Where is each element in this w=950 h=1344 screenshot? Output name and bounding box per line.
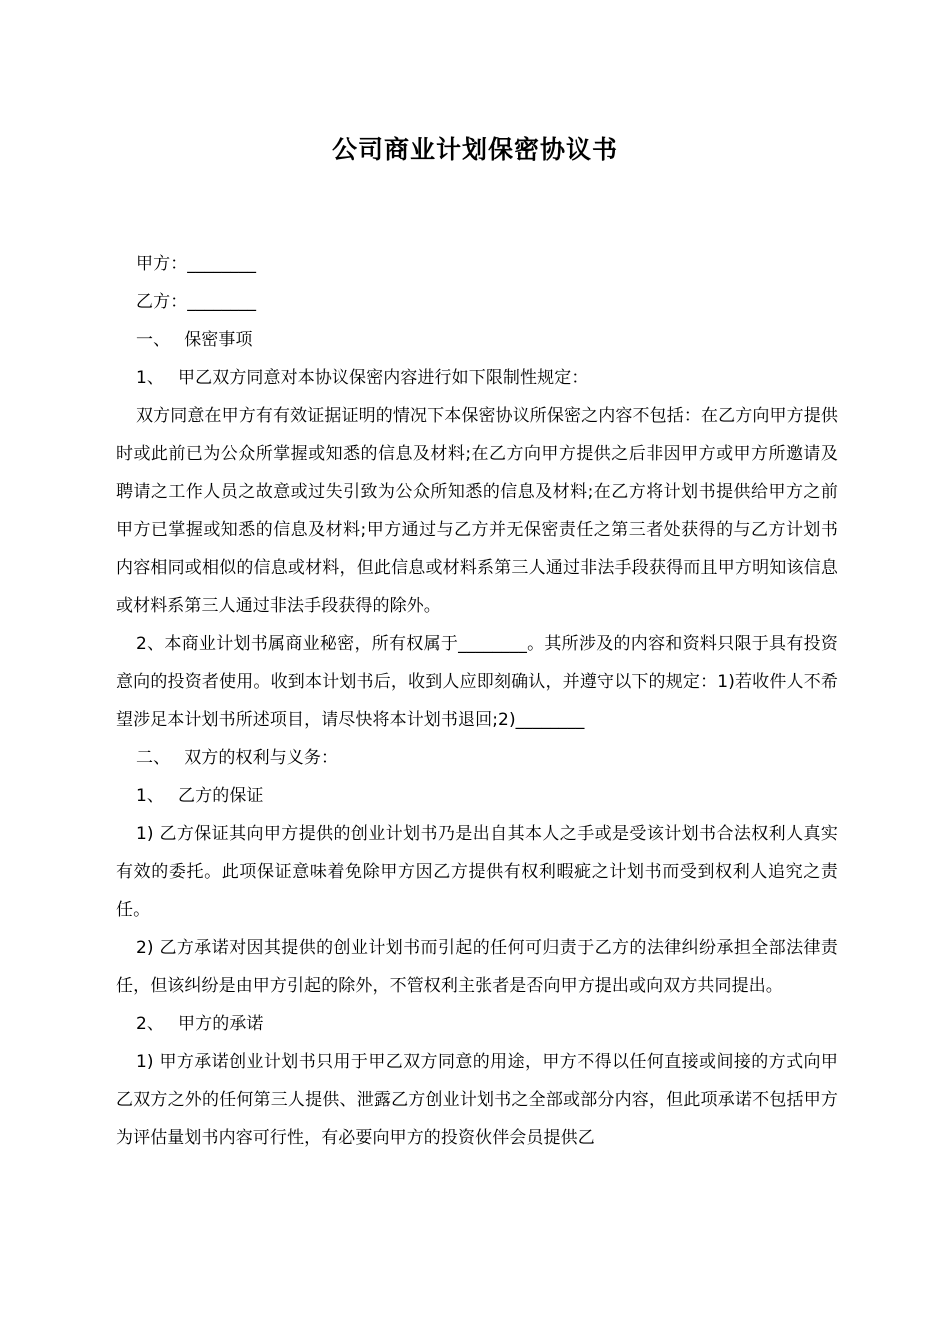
section-2-sub-2-number: 2、: [136, 1014, 165, 1034]
document-body: [116, 245, 838, 1157]
document-title: 公司商业计划保密协议书: [331, 135, 618, 164]
section-1-item-1-number: 1、: [136, 368, 165, 388]
section-1-number: 一、: [136, 330, 171, 350]
section-2-sub-2-title: 甲方的承诺: [178, 1014, 264, 1034]
section-1-heading: [116, 321, 838, 359]
section-2-number: 二、: [136, 748, 171, 768]
section-2-sub-1-number: 1、: [136, 786, 165, 806]
party-b-line: 乙方：________: [136, 292, 257, 312]
section-2-sub-1: [116, 777, 838, 815]
section-1-title: 保密事项: [184, 330, 253, 350]
section-2-sub-1-title: 乙方的保证: [178, 786, 264, 806]
section-2-heading: [116, 739, 838, 777]
party-a-line: 甲方：________: [136, 254, 257, 274]
ownership-paragraph: 2、本商业计划书属商业秘密，所有权属于________。其所涉及的内容和资料只限于具有投资意向的投资者使用。收到本计划书后，收到人应即刻确认，并遵守以下的规定：1)若收件人不希望涉足本计划书所述项目，请尽快将本计划书退回;2)________: [116, 634, 838, 730]
section-1-item-1-text: 甲乙双方同意对本协议保密内容进行如下限制性规定：: [178, 368, 589, 388]
party-b-guarantee-paragraph-1: 1) 乙方保证其向甲方提供的创业计划书乃是出自其本人之手或是受该计划书合法权利人真实有效的委托。此项保证意味着免除甲方因乙方提供有权利暇疵之计划书而受到权利人追究之责任。: [116, 824, 838, 920]
party-a-promise-paragraph-1: 1) 甲方承诺创业计划书只用于甲乙双方同意的用途，甲方不得以任何直接或间接的方式向甲乙双方之外的任何第三人提供、泄露乙方创业计划书之全部或部分内容，但此项承诺不包括甲方为评估量划书内容可行性，有必要向甲方的投资伙伴会员提供乙: [116, 1052, 838, 1148]
party-b-guarantee-paragraph-2: 2) 乙方承诺对因其提供的创业计划书而引起的任何可归责于乙方的法律纠纷承担全部法律责任，但该纠纷是由甲方引起的除外，不管权利主张者是否向甲方提出或向双方共同提出。: [116, 938, 838, 996]
section-2-sub-2: [116, 1005, 838, 1043]
section-2-title: 双方的权利与义务：: [184, 748, 339, 768]
exclusions-paragraph: 双方同意在甲方有有效证据证明的情况下本保密协议所保密之内容不包括：在乙方向甲方提供时或此前已为公众所掌握或知悉的信息及材料;在乙方向甲方提供之后非因甲方或甲方所邀请及聘请之工作人员之故意或过失引致为公众所知悉的信息及材料;在乙方将计划书提供给甲方之前甲方已掌握或知悉的信息及材料;甲方通过与乙方并无保密责任之第三者处获得的与乙方计划书内容相同或相似的信息或材料，但此信息或材料系第三人通过非法手段获得而且甲方明知该信息或材料系第三人通过非法手段获得的除外。: [116, 406, 838, 616]
section-1-item-1: [116, 359, 838, 397]
